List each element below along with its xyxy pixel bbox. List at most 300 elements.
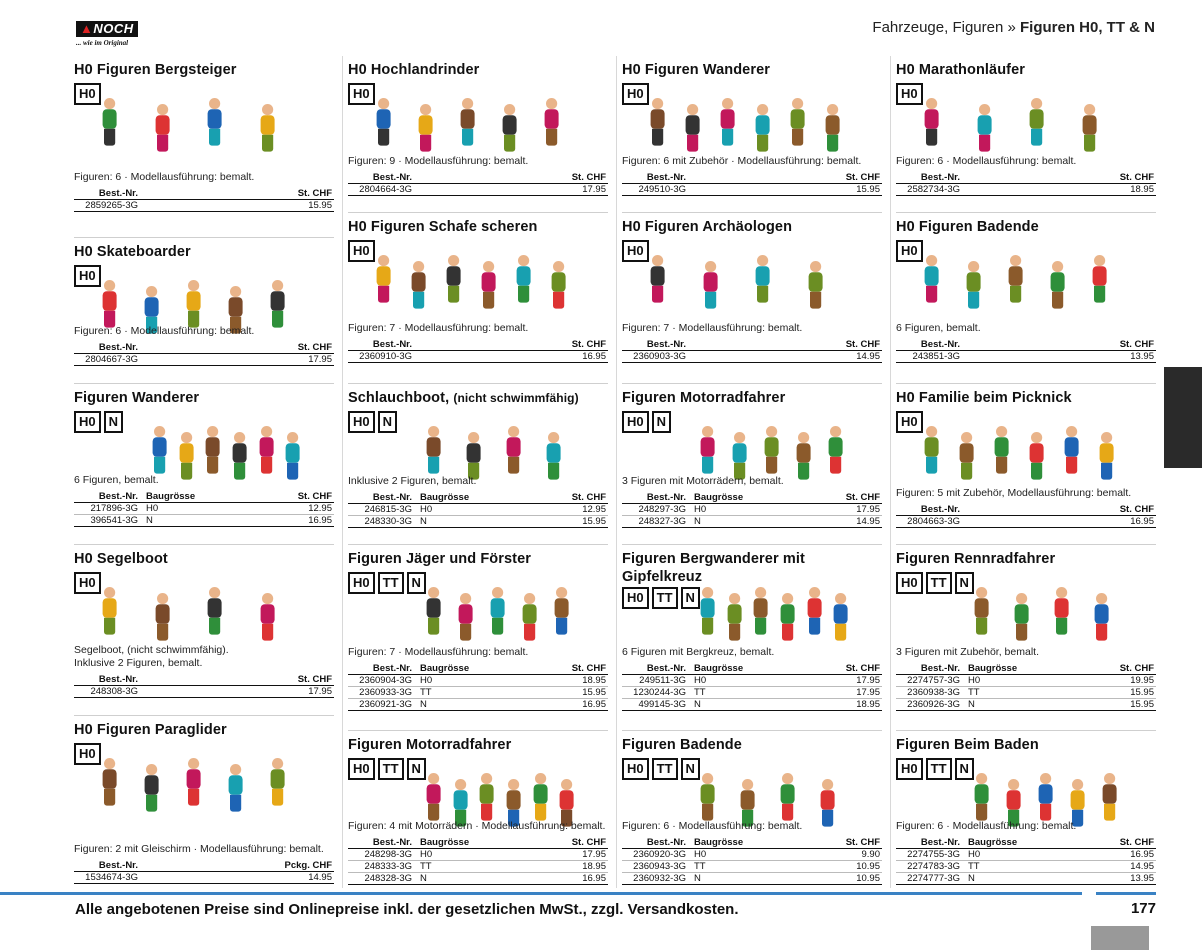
scale-value [144,872,268,884]
article-number: 2804663-3G [896,516,966,528]
figure-illustration [553,261,564,309]
scale-value: TT [966,687,1090,699]
product-title [74,389,334,407]
article-number: 2360938-3G [896,687,966,699]
article-number: 248297-3G [622,504,692,516]
column-header-scale [966,504,1090,516]
article-number: 2360910-3G [348,351,418,363]
product-description [74,325,336,338]
price-table [622,172,882,196]
chapter-side-tab[interactable] [1164,367,1202,468]
product-description [348,475,610,488]
article-number: 248308-3G [74,686,144,698]
figure-illustration [188,280,199,328]
figure-illustration [702,426,713,474]
product-photo [348,84,608,144]
product-card [74,237,334,368]
description-line: 6 Figuren mit Bergkreuz, bemalt. [622,646,775,658]
product-title-text: Figuren Motorradfahrer [348,737,512,753]
description-line: Figuren: 7 · Modellausführung: bemalt. [348,322,529,334]
table-row[interactable] [348,504,608,516]
table-row[interactable] [622,675,882,687]
figure-illustration [830,426,841,474]
gauge-badge: TT [378,572,404,594]
footer-rule-right [1096,892,1156,895]
gauge-badge: N [681,587,700,609]
price-table [74,674,334,698]
figure-illustration [1016,593,1027,641]
price-table-header [896,172,1156,184]
table-row[interactable] [348,351,608,363]
figure-illustration [209,587,220,635]
gauge-badge: H0 [74,411,101,433]
column-header-scale [144,188,268,200]
table-row[interactable] [74,503,334,515]
table-row[interactable] [348,873,608,885]
figure-illustration [1031,98,1042,146]
column-header-scale [966,172,1090,184]
product-photo [622,412,882,472]
price-table-header [74,860,334,872]
noch-logo: ▲NOCH ... wie im Original [76,20,150,50]
description-line: Figuren: 7 · Modellausführung: bemalt. [622,322,803,334]
article-number: 1534674-3G [74,872,144,884]
product-title-text: H0 Segelboot [74,551,168,567]
figure-illustration [188,758,199,806]
column-header-price: St. CHF [268,491,334,503]
figure-illustration [1040,773,1051,821]
gauge-badge: TT [652,758,678,780]
column-header-scale: Baugrösse [418,663,542,675]
breadcrumb [872,19,1155,36]
price-table-header [348,492,608,504]
price-value: 14.95 [268,872,334,884]
price-table-header [896,339,1156,351]
figure-illustration [1094,255,1105,303]
figure-illustration [154,426,165,474]
table-row[interactable] [896,873,1156,885]
table-row[interactable] [896,687,1156,699]
table-row[interactable] [622,861,882,873]
product-title-text: H0 Figuren Badende [896,219,1039,235]
figure-illustration [262,593,273,641]
figure-illustration [1101,432,1112,480]
gauge-badge: H0 [622,83,649,105]
table-row[interactable] [348,699,608,711]
column-header-scale [144,860,268,872]
product-card [896,730,1156,887]
scale-value: H0 [966,675,1090,687]
scale-value: H0 [418,675,542,687]
gauge-badge: H0 [348,83,375,105]
product-photo [622,759,882,819]
price-value: 17.95 [816,504,882,516]
scale-value: N [418,516,542,528]
page-corner-marker [1091,926,1149,950]
figure-illustration [1084,104,1095,152]
price-value: 13.95 [1090,351,1156,363]
figure-illustration [1066,426,1077,474]
table-row[interactable] [348,184,608,196]
figure-illustration [504,104,515,152]
column-header-scale [692,339,816,351]
price-table-header [622,339,882,351]
article-number: 248327-3G [622,516,692,528]
product-description [74,474,336,487]
column-header-article-no: Best.-Nr. [622,837,692,849]
column-header-scale: Baugrösse [692,492,816,504]
column-header-article-no: Best.-Nr. [348,339,418,351]
figure-illustration [548,432,559,480]
figure-illustration [262,104,273,152]
scale-value: H0 [692,675,816,687]
table-row[interactable] [896,699,1156,711]
table-row[interactable] [74,200,334,212]
figure-illustration [792,98,803,146]
price-value: 15.95 [542,516,608,528]
product-description [622,475,884,488]
price-value: 17.95 [816,675,882,687]
product-title-sub: (nicht schwimmfähig) [453,391,579,405]
product-card [74,715,334,886]
scale-value: N [692,873,816,885]
description-line: Figuren: 6 · Modellausführung: bemalt. [74,325,255,337]
figure-illustration [535,773,546,821]
column-header-price: St. CHF [1090,172,1156,184]
scale-value: N [692,516,816,528]
product-card [74,544,334,700]
price-value: 17.95 [816,687,882,699]
gauge-badge: H0 [348,411,375,433]
article-number: 249511-3G [622,675,692,687]
figure-illustration [556,587,567,635]
price-table [348,172,608,196]
figure-illustration [207,426,218,474]
figure-illustration [1010,255,1021,303]
price-table [622,492,882,528]
product-title [74,61,334,79]
figure-illustration [420,104,431,152]
column-header-price: St. CHF [816,172,882,184]
breadcrumb-prefix: Fahrzeuge, Figuren » [872,19,1016,36]
table-row[interactable] [348,849,608,861]
table-row[interactable] [74,354,334,366]
gauge-badge: H0 [74,83,101,105]
product-photo [896,573,1156,633]
column-header-price: St. CHF [542,663,608,675]
column-header-article-no: Best.-Nr. [896,172,966,184]
table-row[interactable] [74,872,334,884]
price-table [896,172,1156,196]
table-row[interactable] [896,351,1156,363]
gauge-badge: N [652,411,671,433]
price-table-header [348,837,608,849]
product-photo [74,84,334,144]
price-table [622,663,882,711]
figure-illustration [996,426,1007,474]
price-table-header [74,674,334,686]
article-number: 2582734-3G [896,184,966,196]
price-value: 9.90 [816,849,882,861]
figure-illustration [782,773,793,821]
price-table-header [348,172,608,184]
figure-illustration [766,426,777,474]
description-line: Figuren: 6 · Modellausführung: bemalt. [74,171,255,183]
figure-illustration [378,98,389,146]
gauge-badge: H0 [896,572,923,594]
column-header-scale [144,342,268,354]
figure-illustration [782,593,793,641]
article-number: 2360926-3G [896,699,966,711]
gauge-badge: TT [378,758,404,780]
product-card [622,383,882,530]
table-row[interactable] [622,849,882,861]
article-number: 396541-3G [74,515,144,527]
figure-illustration [413,261,424,309]
figure-illustration [209,98,220,146]
article-number: 2859265-3G [74,200,144,212]
table-row[interactable] [896,675,1156,687]
price-value: 10.95 [816,861,882,873]
price-value: 17.95 [268,686,334,698]
column-header-price: St. CHF [816,663,882,675]
product-photo [896,84,1156,144]
product-card [896,56,1156,198]
figure-illustration [508,426,519,474]
figure-illustration [157,593,168,641]
figure-illustration [272,758,283,806]
product-photo [348,573,608,633]
table-row[interactable] [896,861,1156,873]
product-photo [896,241,1156,301]
gauge-badge: H0 [896,411,923,433]
table-row[interactable] [896,516,1156,528]
table-row[interactable] [896,849,1156,861]
table-row[interactable] [896,184,1156,196]
gauge-badge: H0 [622,411,649,433]
table-row[interactable] [622,699,882,711]
figure-illustration [926,98,937,146]
figure-illustration [287,432,298,480]
table-row[interactable] [622,184,882,196]
scale-value: N [966,873,1090,885]
price-table-header [896,663,1156,675]
product-photo [348,412,608,472]
figure-illustration [481,773,492,821]
column-header-article-no: Best.-Nr. [74,188,144,200]
product-title-line2: Gipfelkreuz [622,569,703,585]
product-description [348,820,610,833]
price-value: 12.95 [268,503,334,515]
price-value: 17.95 [268,354,334,366]
scale-value [692,184,816,196]
product-title-text: H0 Hochlandrinder [348,62,480,78]
figure-illustration [809,587,820,635]
article-number: 2274757-3G [896,675,966,687]
column-header-price: St. CHF [816,837,882,849]
column-header-article-no: Best.-Nr. [74,674,144,686]
table-row[interactable] [622,351,882,363]
article-number: 2804664-3G [348,184,418,196]
price-value: 14.95 [1090,861,1156,873]
column-header-price: St. CHF [268,674,334,686]
product-description [74,171,336,184]
product-description [348,646,610,659]
gauge-badge: N [955,758,974,780]
scale-value [144,354,268,366]
table-row[interactable] [622,687,882,699]
figure-illustration [468,432,479,480]
price-value: 10.95 [816,873,882,885]
price-table-header [348,663,608,675]
gauge-badge: TT [926,758,952,780]
product-title-text: H0 Familie beim Picknick [896,390,1072,406]
price-value: 18.95 [1090,184,1156,196]
product-title [348,61,608,79]
table-row[interactable] [74,515,334,527]
table-row[interactable] [348,687,608,699]
price-value: 16.95 [1090,516,1156,528]
product-card [348,383,608,530]
price-value: 18.95 [542,861,608,873]
figure-illustration [729,593,740,641]
column-header-article-no: Best.-Nr. [896,837,966,849]
article-number: 2274783-3G [896,861,966,873]
article-number: 2360932-3G [622,873,692,885]
column-header-price: St. CHF [542,339,608,351]
gauge-badge: TT [926,572,952,594]
product-title-text: H0 Figuren Wanderer [622,62,770,78]
product-photo [896,759,1156,819]
product-description [348,322,610,335]
product-title [622,61,882,79]
scale-value [144,686,268,698]
product-title [622,736,882,754]
product-photo [74,744,334,804]
scale-value: H0 [144,503,268,515]
price-table-header [74,188,334,200]
product-title [896,218,1156,236]
figure-illustration [230,764,241,812]
product-photo [622,573,882,633]
table-row[interactable] [348,675,608,687]
gauge-badge: H0 [896,83,923,105]
column-header-article-no: Best.-Nr. [896,663,966,675]
figure-illustration [518,255,529,303]
price-value: 18.95 [542,675,608,687]
table-row[interactable] [622,873,882,885]
figure-illustration [755,587,766,635]
scale-value [966,516,1090,528]
product-description [622,322,884,335]
column-header-price: St. CHF [1090,339,1156,351]
figure-illustration [261,426,272,474]
price-value: 12.95 [542,504,608,516]
gauge-badge: H0 [348,758,375,780]
figure-illustration [378,255,389,303]
product-title-text: Schlauchboot, [348,390,450,406]
column-header-price: Pckg. CHF [268,860,334,872]
figure-illustration [734,432,745,480]
price-value: 16.95 [542,699,608,711]
column-header-article-no: Best.-Nr. [622,492,692,504]
column-header-price: St. CHF [542,492,608,504]
article-number: 248330-3G [348,516,418,528]
price-table [896,339,1156,363]
product-title [622,218,882,236]
table-row[interactable] [348,516,608,528]
price-table [348,492,608,528]
article-number: 2360933-3G [348,687,418,699]
price-value: 18.95 [816,699,882,711]
figure-illustration [976,773,987,821]
figure-illustration [1056,587,1067,635]
price-table-header [622,172,882,184]
product-title [74,243,334,261]
price-table [896,837,1156,885]
figure-illustration [157,104,168,152]
price-value: 15.95 [1090,699,1156,711]
scale-value: N [144,515,268,527]
table-row[interactable] [622,504,882,516]
column-header-scale: Baugrösse [144,491,268,503]
column-header-price: St. CHF [268,188,334,200]
product-title [896,736,1156,754]
article-number: 2274777-3G [896,873,966,885]
table-row[interactable] [74,686,334,698]
description-line: 3 Figuren mit Zubehör, bemalt. [896,646,1039,658]
product-card [74,56,334,214]
figure-illustration [181,432,192,480]
price-table [74,342,334,366]
figure-illustration [810,261,821,309]
product-title-text: Figuren Badende [622,737,742,753]
scale-value: H0 [418,849,542,861]
product-title [74,721,334,739]
scale-value: N [692,699,816,711]
product-title-text: Figuren Bergwanderer mit [622,551,805,567]
price-table-header [896,504,1156,516]
figure-illustration [492,587,503,635]
product-title [348,389,608,407]
description-line: Inklusive 2 Figuren, bemalt. [74,657,203,669]
gauge-badge: TT [652,587,678,609]
figure-illustration [961,432,972,480]
product-title-text: Figuren Wanderer [74,390,200,406]
scale-value [418,184,542,196]
article-number: 248298-3G [348,849,418,861]
product-title [348,218,608,236]
table-row[interactable] [622,516,882,528]
figure-illustration [1096,593,1107,641]
price-value: 19.95 [1090,675,1156,687]
figure-illustration [687,104,698,152]
product-description [622,820,884,833]
gauge-badge: N [407,572,426,594]
scale-value: TT [966,861,1090,873]
article-number: 499145-3G [622,699,692,711]
description-line: 3 Figuren mit Motorrädern, bemalt. [622,475,784,487]
product-photo [348,759,608,819]
table-row[interactable] [348,861,608,873]
column-header-article-no: Best.-Nr. [348,663,418,675]
figure-illustration [483,261,494,309]
article-number: 1230244-3G [622,687,692,699]
gauge-badge: N [378,411,397,433]
product-photo [74,412,334,472]
column-header-scale: Baugrösse [692,663,816,675]
article-number: 2360943-3G [622,861,692,873]
